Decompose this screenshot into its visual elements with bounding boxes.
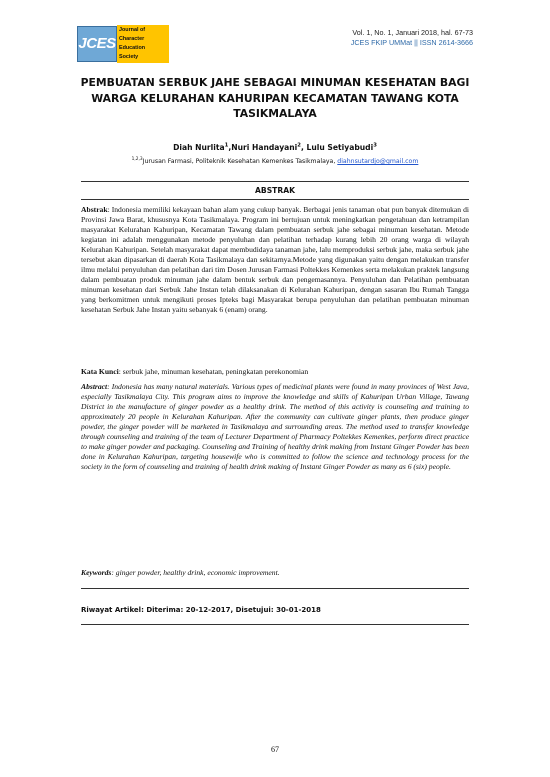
logo-line: Character	[119, 36, 145, 42]
kata-kunci-text: : serbuk jahe, minuman kesehatan, peningkatan perekonomian	[118, 367, 309, 376]
article-history-text: : Diterima: 20-12-2017, Disetujui: 30-01-2018	[141, 606, 321, 614]
keywords-text: : ginger powder, healthy drink, economic improvement.	[111, 568, 280, 577]
page-number: 67	[271, 745, 279, 754]
affiliation-text: Jurusan Farmasi, Politeknik Kesehatan Kemenkes Tasikmalaya,	[142, 158, 338, 165]
author-name: ,Nuri Handayani	[228, 143, 298, 152]
author-name: , Lulu Setiyabudi	[300, 143, 374, 152]
article-history	[81, 605, 469, 615]
affiliation-sup: 1,2,3	[131, 156, 143, 162]
abstrak-text: : Indonesia memiliki kekayaan bahan alam yang cukup banyak. Berbagai jenis tanaman obat pun banyak ditemukan di Provinsi Jawa Barat, khususnya Kota Tasikmalaya. Program ini bertujuan untuk meningkatkan pengetahuan dan ketrampilan masyarakat Kelurahan Kahuripan, Kecamatan Tawang dalam pembuatan serbuk jahe sebagai minuman kesehatan. Metode kegiatan ini adalah menggunakan metode penyuluhan dan pelatihan terhadap kurang lebih 20 orang warga di wilayah Kelurahan Kahuripan. Setelah masyarakat dapat membudidaya tanaman jahe, lalu memproduksi serbuk jahe, maka serbuk jahe tersebut akan dipasarkan di daerah Kota Tasikmalaya dan sekitarnya.Metode yang digunakan yaitu dengan melakukan transfer ilmu melalui penyuluhan dan pelatihan dari tim Dosen Jurusan Farmasi Poltekkes Kemenkes serta melakukan praktek langsung dalam pembuatan produk minuman jahe dalam bentuk serbuk dan pengemasannya. Penyuluhan dan Pelatihan pembuatan minuman kesehatan dari Serbuk Jahe Instan telah dilaksanakan di Kelurahan Kahuripan, dengan sasaran Ibu Rumah Tangga yang berkomitmen untuk mengikuti proses Ipteks bagi Masyarakat berupa penyuluhan dan pelatihan pembuatan minuman kesehatan Serbuk Jahe Instan yaitu sebanyak 6 (enam) orang.	[81, 205, 469, 314]
author-sup: 1	[224, 142, 229, 149]
journal-logo	[77, 25, 169, 65]
abstract-paragraph	[81, 382, 469, 472]
volume-line: Vol. 1, No. 1, Januari 2018, hal. 67-73	[352, 28, 473, 37]
keywords	[81, 568, 469, 578]
author-name: Diah Nurlita	[173, 143, 225, 152]
paper-title: PEMBUATAN SERBUK JAHE SEBAGAI MINUMAN KESEHATAN BAGI WARGA KELURAHAN KAHURIPAN KECAMATAN TAWANG KOTA TASIKMALAYA	[80, 76, 470, 120]
issn-line: JCES FKIP UMMat || ISSN 2614-3666	[350, 38, 473, 47]
divider	[81, 588, 469, 589]
author-sup: 3	[373, 142, 377, 149]
journal-meta	[351, 28, 473, 48]
divider	[81, 624, 469, 625]
article-history-label: Riwayat Artikel	[81, 606, 142, 614]
author-sup: 2	[297, 142, 301, 149]
logo-line: Journal of	[119, 27, 146, 33]
logo-mark: JCES	[77, 26, 117, 62]
divider	[81, 181, 469, 182]
author-list	[70, 143, 480, 153]
abstract-label: Abstract	[81, 382, 108, 391]
divider	[81, 199, 469, 200]
keywords-label: Keywords	[81, 568, 112, 577]
abstrak-label: Abstrak	[81, 205, 108, 214]
logo-subtitle	[117, 25, 169, 63]
abstrak-heading: ABSTRAK	[255, 186, 295, 195]
logo-line: Education	[119, 45, 146, 51]
abstract-text: : Indonesia has many natural materials. Various types of medicinal plants were found in many provinces of West Java, especially Tasikmalaya City. This program aims to improve the knowledge and skills of Kahuripan Urban Village, Tawang District in the manufacture of ginger powder as a healthy drink. The method of this activity is counseling and training to approximately 20 people in Kelurahan Kahuripan. After the community can cultivate ginger plants, then produce ginger powder, the ginger powder will be marketed in Tasikmalaya and surrounding areas. The method used to transfer knowledge through counseling and training of the team of Lecturer Department of Pharmacy Poltekkes Kemenkes, perform direct practice to make ginger powder and packaging. Counseling and Training of healthy drink making from Instant Ginger Powder has been done in Kelurahan Kahuripan, targeting housewife who is committed to follow the science and technology process for the society in the form of counseling and training of health drink making of Instant Ginger Powder as many as 6 (six) people.	[81, 382, 469, 471]
abstrak-paragraph	[81, 205, 469, 315]
logo-line: Society	[119, 54, 139, 60]
affiliation	[70, 157, 480, 166]
kata-kunci-label: Kata Kunci	[81, 367, 119, 376]
author-email-link[interactable]: diahnsutardjo@gmail.com	[337, 158, 419, 165]
kata-kunci	[81, 367, 469, 377]
